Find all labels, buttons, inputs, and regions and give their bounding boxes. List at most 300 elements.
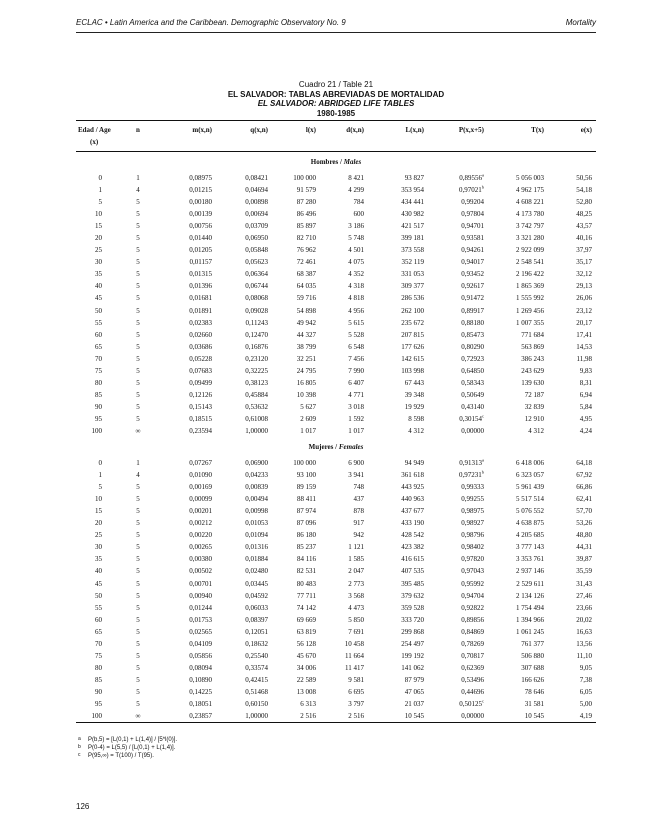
cell-d: 4 818: [348, 294, 364, 303]
cell-age: 50: [95, 306, 102, 315]
table-header: [76, 121, 596, 152]
cell-m: 0,15143: [189, 402, 212, 411]
cell-n: 5: [136, 306, 140, 315]
cell-T: 10 545: [488, 710, 548, 723]
cell-q: 0,04694: [245, 186, 268, 195]
footnote: [78, 752, 498, 760]
cell-age: 60: [95, 615, 102, 624]
cell-L: 199 192: [401, 651, 424, 660]
cell-q: 0,06950: [245, 234, 268, 243]
cell-L: 93 827: [404, 174, 424, 183]
cell-d: 5 528: [348, 330, 364, 339]
cell-m: 0,01753: [189, 615, 212, 624]
cell-e: 6,05: [579, 687, 592, 696]
table-body: [76, 152, 596, 723]
cell-L: 87 979: [404, 675, 424, 684]
section-header: [76, 437, 596, 457]
cell-P: 0,00000: [461, 427, 484, 435]
cell-P: 0,50649: [461, 390, 484, 399]
life-table-grid: [76, 120, 596, 723]
cell-n: 5: [136, 318, 140, 327]
cell-L: 395 485: [401, 579, 424, 588]
cell-d: 6 548: [348, 342, 364, 351]
cell-age: 20: [95, 519, 102, 528]
table-row: [76, 389, 596, 401]
section-label-spanish: Hombres /: [310, 158, 344, 166]
table-row: [76, 541, 596, 553]
footnotes: [78, 736, 498, 760]
cell-n: 5: [136, 330, 140, 339]
cell-d: 7 990: [348, 366, 364, 375]
cell-e: 5,84: [579, 402, 592, 411]
cell-l: 34 006: [296, 663, 316, 672]
cell-d: 3 568: [348, 591, 364, 600]
cell-d: 5 615: [348, 318, 364, 327]
table-row: [76, 686, 596, 698]
table-row: [76, 493, 596, 505]
cell-T: 4 173 780: [516, 210, 544, 219]
table-row: [76, 614, 596, 626]
cell-l: 69 669: [296, 615, 316, 624]
cell-q: 0,04233: [245, 471, 268, 480]
cell-T: 3 353 761: [516, 555, 544, 564]
cell-T: 2 196 422: [516, 270, 544, 279]
cell-n: 5: [136, 567, 140, 576]
cell-e: 32,12: [576, 270, 592, 279]
cell-e: 53,26: [576, 519, 592, 528]
cell-q: 0,18632: [245, 639, 268, 648]
cell-P: 0,44696: [461, 687, 484, 696]
cell-L: 379 632: [401, 591, 424, 600]
cell-l: 100 000: [293, 459, 316, 468]
cell-T: 1 394 966: [516, 615, 544, 624]
col-header-e: e(x): [548, 121, 596, 137]
cell-m: 0,01440: [189, 234, 212, 243]
cell-T: 3 777 143: [516, 543, 544, 552]
col-header-age-sub: (x): [76, 136, 116, 152]
cell-e: 20,17: [576, 318, 592, 327]
cell-m: 0,12126: [189, 390, 212, 399]
cell-T: 2 134 126: [516, 591, 544, 600]
cell-L: 443 925: [401, 483, 424, 492]
footnote-mark: c: [482, 413, 484, 419]
cell-T: 4 638 875: [516, 519, 544, 528]
cell-l: 22 589: [296, 675, 316, 684]
cell-l: 68 387: [296, 270, 316, 279]
cell-d: 3 941: [348, 471, 364, 480]
table-row: [76, 698, 596, 710]
cell-L: 67 443: [404, 378, 424, 387]
cell-P: 0,94704: [461, 591, 484, 600]
cell-L: 10 545: [368, 710, 428, 723]
cell-m: 0,00212: [189, 519, 212, 528]
cell-d: 4 473: [348, 603, 364, 612]
cell-q: 0,04592: [245, 591, 268, 600]
cell-L: 434 441: [401, 198, 424, 207]
cell-d: 3 018: [348, 402, 364, 411]
footnote-mark: a: [482, 172, 484, 178]
cell-n: ∞: [135, 427, 141, 435]
cell-L: 4 312: [408, 427, 424, 435]
cell-q: 0,25540: [245, 651, 268, 660]
cell-n: 5: [136, 555, 140, 564]
cell-m: 0,00139: [189, 210, 212, 219]
cell-q: 0,01053: [245, 519, 268, 528]
cell-m: 0,04109: [189, 639, 212, 648]
section-label-spanish: Mujeres /: [308, 443, 339, 452]
cell-l: 87 280: [296, 198, 316, 207]
cell-P: 0,98975: [461, 507, 484, 516]
cell-P: 0,94261: [461, 246, 484, 255]
cell-e: 62,41: [576, 495, 592, 504]
cell-age: 70: [95, 639, 102, 648]
cell-q: 0,00998: [245, 507, 268, 516]
cell-n: 5: [136, 519, 140, 528]
cell-e: 9,05: [579, 663, 592, 672]
cell-d: 1 585: [348, 555, 364, 564]
table-row: [76, 377, 596, 389]
cell-m: 0,01315: [189, 270, 212, 279]
cell-L: 299 868: [401, 627, 424, 636]
cell-m: 0,07683: [189, 366, 212, 375]
table-row: [76, 626, 596, 638]
cell-age: 90: [95, 687, 102, 696]
table-row: [76, 505, 596, 517]
cell-L: 207 815: [401, 330, 424, 339]
table-number: Cuadro 21 / Table 21: [298, 80, 374, 89]
cell-L: 94 949: [404, 459, 424, 468]
cell-age: 1: [98, 471, 102, 480]
cell-d: 3 797: [348, 699, 364, 708]
cell-m: 0,01244: [189, 603, 212, 612]
cell-d: 1 121: [348, 543, 364, 552]
table-row: [76, 208, 596, 220]
cell-l: 82 710: [296, 234, 316, 243]
cell-L: 407 535: [401, 567, 424, 576]
cell-T: 761 377: [521, 639, 544, 648]
cell-age: 90: [95, 402, 102, 411]
cell-age: 5: [98, 483, 102, 492]
cell-n: 5: [136, 639, 140, 648]
col-header-T: T(x): [488, 121, 548, 137]
cell-P: 0,62369: [461, 663, 484, 672]
cell-n: 5: [136, 270, 140, 279]
table-row: [76, 650, 596, 662]
cell-T: 12 910: [524, 414, 544, 423]
cell-T: 2 548 541: [516, 258, 544, 267]
cell-l: 10 398: [296, 390, 316, 399]
cell-P: 0,64850: [461, 366, 484, 375]
table-row: [76, 710, 596, 723]
cell-d: 4 352: [348, 270, 364, 279]
section-label-english: Females: [338, 443, 364, 452]
cell-l: 93 100: [296, 471, 316, 480]
cell-l: 56 128: [296, 639, 316, 648]
cell-e: 4,24: [579, 427, 592, 435]
cell-L: 359 528: [401, 603, 424, 612]
cell-n: 5: [136, 531, 140, 540]
cell-q: 0,33574: [245, 663, 268, 672]
cell-n: 5: [136, 402, 140, 411]
cell-q: 0,45884: [245, 390, 268, 399]
cell-P: 0,50125$^c$: [459, 698, 484, 708]
cell-q: 0,53632: [245, 402, 268, 411]
cell-T: 5 076 552: [516, 507, 544, 516]
cell-P: 0,97804: [461, 210, 484, 219]
cell-age: 80: [95, 663, 102, 672]
cell-T: 139 630: [521, 378, 544, 387]
cell-q: 0,06033: [245, 603, 268, 612]
cell-L: 433 190: [401, 519, 424, 528]
cell-age: 35: [95, 270, 102, 279]
cell-q: 0,08421: [245, 174, 268, 183]
cell-age: 95: [95, 699, 102, 708]
cell-m: 0,07267: [189, 459, 212, 468]
cell-q: 0,12051: [245, 627, 268, 636]
cell-q: 0,00694: [245, 210, 268, 219]
cell-m: 0,09499: [189, 378, 212, 387]
cell-n: 5: [136, 210, 140, 219]
cell-P: 0,94701: [461, 222, 484, 231]
cell-l: 77 711: [297, 591, 316, 600]
cell-q: 0,01094: [245, 531, 268, 540]
cell-age: 40: [95, 567, 102, 576]
cell-l: 64 035: [296, 282, 316, 291]
cell-d: 2 047: [348, 567, 364, 576]
cell-e: 17,41: [576, 330, 592, 339]
cell-n: 1: [136, 459, 140, 468]
table-row: [76, 292, 596, 304]
cell-age: 15: [95, 507, 102, 516]
cell-m: 0,23857: [160, 710, 216, 723]
cell-L: 423 382: [401, 543, 424, 552]
cell-q: 0,03709: [245, 222, 268, 231]
cell-m: 0,01205: [189, 246, 212, 255]
cell-n: 5: [136, 342, 140, 351]
cell-L: 421 517: [401, 222, 424, 231]
cell-T: 166 626: [521, 675, 544, 684]
cell-d: 5 748: [348, 234, 364, 243]
cell-n: 5: [136, 366, 140, 375]
cell-L: 399 181: [401, 234, 424, 243]
cell-l: 86 496: [296, 210, 316, 219]
cell-q: 0,09028: [245, 306, 268, 315]
cell-q: 0,38123: [245, 378, 268, 387]
footnote: [78, 744, 498, 752]
cell-m: 0,14225: [189, 687, 212, 696]
cell-T: 1 061 245: [516, 627, 544, 636]
cell-age: 10: [95, 495, 102, 504]
cell-l: 38 799: [296, 342, 316, 351]
cell-l: 63 819: [296, 627, 316, 636]
cell-L: 8 598: [408, 414, 424, 423]
cell-q: 0,23120: [245, 354, 268, 363]
cell-P: 0,92617: [461, 282, 484, 291]
footnote-text: P(0-4) = L(5,5) / [L(0,1) + L(1,4)].: [88, 745, 176, 751]
cell-L: 373 558: [401, 246, 424, 255]
cell-P: 0,91313$^a$: [459, 457, 484, 468]
cell-P: 0,91472: [461, 294, 484, 303]
cell-T: 2 529 611: [516, 579, 544, 588]
cell-P: 0,00000: [428, 710, 488, 723]
footnote-mark: c: [482, 698, 484, 704]
cell-d: 9 581: [348, 675, 364, 684]
cell-e: 26,06: [576, 294, 592, 303]
cell-d: 5 850: [348, 615, 364, 624]
cell-l: 2 516: [272, 710, 320, 723]
col-header-l: l(x): [272, 121, 320, 137]
table-row: [76, 481, 596, 493]
table-row: [76, 517, 596, 529]
cell-e: 23,66: [576, 603, 592, 612]
cell-m: 0,01090: [189, 471, 212, 480]
cell-n: 5: [136, 699, 140, 708]
cell-P: 0,93581: [461, 234, 484, 243]
cell-e: 27,46: [576, 591, 592, 600]
cell-d: 6 695: [348, 687, 364, 696]
table-row: [76, 244, 596, 256]
cell-age: 85: [95, 675, 102, 684]
cell-L: 331 053: [401, 270, 424, 279]
cell-d: 878: [353, 507, 364, 516]
cell-e: 54,18: [576, 186, 592, 195]
cell-T: 1 555 992: [516, 294, 544, 303]
cell-n: ∞: [116, 710, 160, 723]
cell-age: 75: [95, 651, 102, 660]
cell-age: 80: [95, 378, 102, 387]
cell-P: 0,43140: [461, 402, 484, 411]
cell-n: 5: [136, 687, 140, 696]
table-row: [76, 329, 596, 341]
cell-age: 0: [98, 174, 102, 183]
cell-T: 243 629: [521, 366, 544, 375]
cell-P: 0,99204: [461, 198, 484, 207]
cell-T: 1 754 494: [516, 603, 544, 612]
table-row: [76, 196, 596, 208]
table-row: [76, 602, 596, 614]
table-row: [76, 529, 596, 541]
cell-n: 5: [136, 627, 140, 636]
cell-m: 0,08094: [189, 663, 212, 672]
cell-d: 748: [353, 483, 364, 492]
cell-q: 0,42415: [245, 675, 268, 684]
col-header-q: q(x,n): [216, 121, 272, 137]
cell-e: 4,95: [579, 414, 592, 423]
cell-P: 0,72923: [461, 354, 484, 363]
cell-n: 5: [136, 483, 140, 492]
table-row: [76, 365, 596, 377]
cell-l: 54 898: [296, 306, 316, 315]
cell-age: 60: [95, 330, 102, 339]
cell-age: 20: [95, 234, 102, 243]
cell-e: 8,31: [579, 378, 592, 387]
table-row: [76, 317, 596, 329]
table-row: [76, 401, 596, 413]
cell-P: 0,88180: [461, 318, 484, 327]
cell-T: 2 922 099: [516, 246, 544, 255]
cell-l: 16 805: [296, 378, 316, 387]
cell-P: 0,78269: [461, 639, 484, 648]
cell-d: 7 456: [348, 354, 364, 363]
cell-n: 5: [136, 282, 140, 291]
cell-m: 0,00220: [189, 531, 212, 540]
cell-q: 0,61008: [245, 414, 268, 423]
cell-T: 2 937 146: [516, 567, 544, 576]
cell-q: 1,00000: [216, 710, 272, 723]
cell-l: 32 251: [296, 354, 316, 363]
cell-age: 55: [95, 318, 102, 327]
cell-e: 67,92: [576, 471, 592, 480]
cell-m: 0,00380: [189, 555, 212, 564]
cell-n: 4: [136, 186, 140, 195]
cell-d: 4 299: [348, 186, 364, 195]
cell-e: 64,18: [576, 459, 592, 468]
cell-P: 0,80290: [461, 342, 484, 351]
cell-q: 0,32225: [245, 366, 268, 375]
cell-T: 307 688: [521, 663, 544, 672]
cell-q: 0,00898: [245, 198, 268, 207]
cell-P: 0,89856: [461, 615, 484, 624]
cell-P: 0,30154$^c$: [459, 413, 484, 423]
cell-l: 87 096: [296, 519, 316, 528]
cell-m: 0,05228: [189, 354, 212, 363]
cell-e: 7,38: [579, 675, 592, 684]
cell-age: 55: [95, 603, 102, 612]
cell-e: 14,53: [576, 342, 592, 351]
cell-q: 0,08397: [245, 615, 268, 624]
table-row: [76, 256, 596, 268]
cell-e: 35,59: [576, 567, 592, 576]
cell-q: 0,06900: [245, 459, 268, 468]
cell-q: 0,06744: [245, 282, 268, 291]
cell-e: 37,97: [576, 246, 592, 255]
cell-q: 0,08068: [245, 294, 268, 303]
table-row: [76, 184, 596, 196]
cell-T: 4 205 685: [516, 531, 544, 540]
table-row: [76, 638, 596, 650]
cell-e: 48,80: [576, 531, 592, 540]
cell-d: 2 773: [348, 579, 364, 588]
table-row: [76, 553, 596, 565]
cell-L: 353 954: [401, 186, 424, 195]
footnote-mark: b: [481, 184, 484, 190]
cell-T: 4 608 221: [516, 198, 544, 207]
footnote-mark: a: [482, 457, 484, 463]
cell-T: 6 323 057: [516, 471, 544, 480]
table-row: [76, 353, 596, 365]
cell-age: 75: [95, 366, 102, 375]
cell-l: 1 017: [300, 427, 316, 435]
cell-e: 13,56: [576, 639, 592, 648]
cell-n: 5: [136, 579, 140, 588]
cell-n: 5: [136, 615, 140, 624]
cell-m: 0,00502: [189, 567, 212, 576]
table-row: [76, 457, 596, 469]
cell-age: 1: [98, 186, 102, 195]
cell-age: 65: [95, 627, 102, 636]
cell-l: 88 411: [297, 495, 316, 504]
cell-T: 1 007 355: [516, 318, 544, 327]
table-row: [76, 232, 596, 244]
cell-m: 0,00940: [189, 591, 212, 600]
cell-l: 84 116: [297, 555, 316, 564]
cell-d: 11 417: [345, 663, 364, 672]
cell-d: 8 421: [348, 174, 364, 183]
cell-T: 6 418 006: [516, 459, 544, 468]
cell-l: 91 579: [296, 186, 316, 195]
cell-d: 942: [353, 531, 364, 540]
table-title-block: [76, 80, 596, 118]
